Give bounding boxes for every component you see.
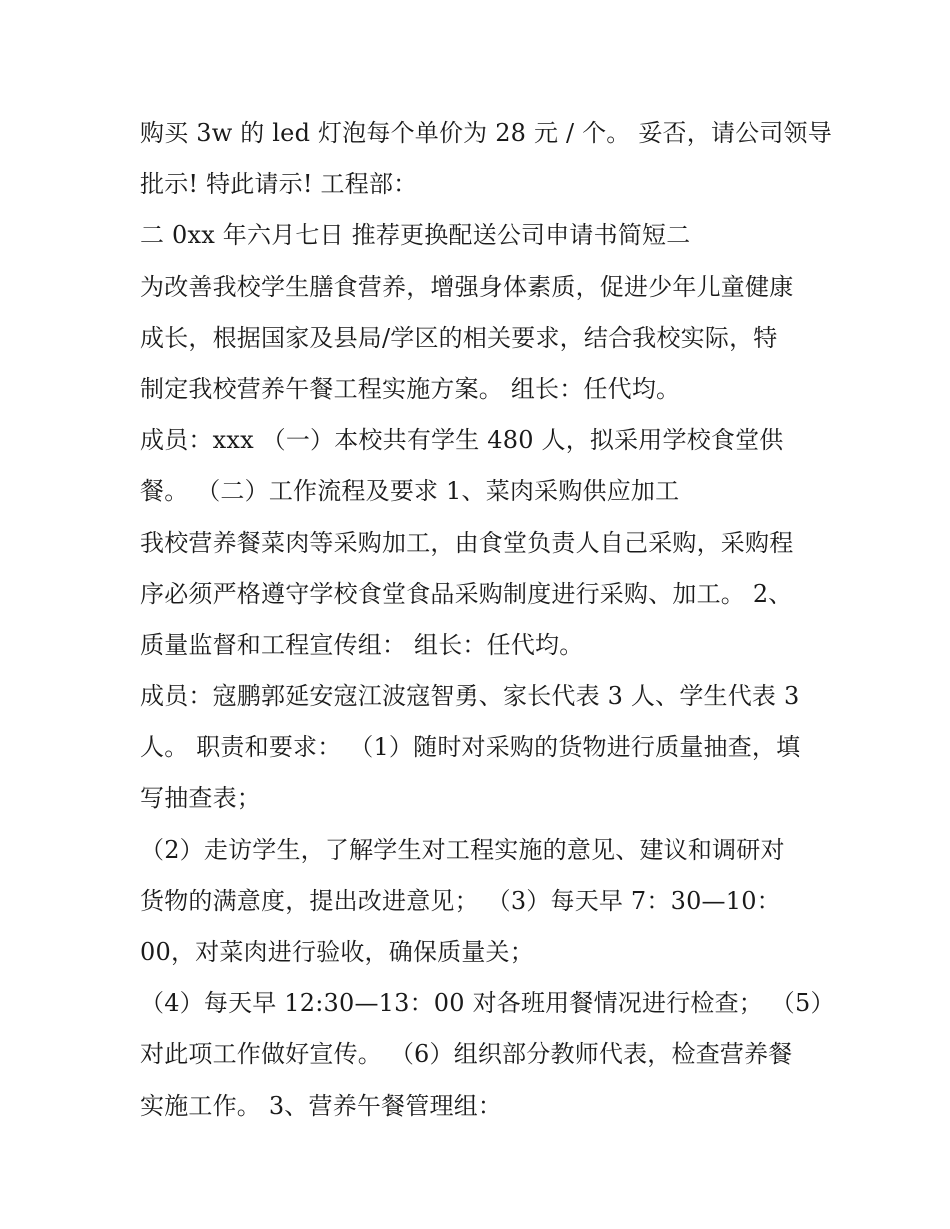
text-line-15: （2）走访学生，了解学生对工程实施的意见、建议和调研对 xyxy=(140,835,785,864)
text-line-1: 购买 3w 的 led 灯泡每个单价为 28 元 / 个。 妥否，请公司领导 xyxy=(140,119,832,147)
text-line-18: （4）每天早 12:30—13：00 对各班用餐情况进行检查； （5） xyxy=(140,989,835,1018)
text-line-13: 人。 职责和要求： （1）随时对采购的货物进行质量抽查，填 xyxy=(140,733,801,762)
document-body xyxy=(140,108,835,1132)
text-line-20: 实施工作。 3、营养午餐管理组： xyxy=(140,1091,503,1120)
text-line-2: 批示! 特此请示! 工程部： xyxy=(140,170,418,199)
text-line-3: 二 0xx 年六月七日 推荐更换配送公司申请书简短二 xyxy=(140,221,691,250)
text-line-9: 我校营养餐菜肉等采购加工，由食堂负责人自己采购，采购程 xyxy=(140,528,794,557)
text-line-14: 写抽查表； xyxy=(140,784,261,813)
text-line-17: 00，对菜肉进行验收，确保质量关； xyxy=(140,938,534,966)
text-line-6: 制定我校营养午餐工程实施方案。 组长：任代均。 xyxy=(140,374,681,403)
text-line-7: 成员：xxx （一）本校共有学生 480 人，拟采用学校食堂供 xyxy=(140,426,784,455)
text-line-19: 对此项工作做好宣传。 （6）组织部分教师代表，检查营养餐 xyxy=(140,1040,793,1069)
text-line-4: 为改善我校学生膳食营养，增强身体素质，促进少年儿童健康 xyxy=(140,272,794,301)
text-line-10: 序必须严格遵守学校食堂食品采购制度进行采购、加工。 2、 xyxy=(140,579,793,608)
text-line-11: 质量监督和工程宣传组： 组长：任代均。 xyxy=(140,630,584,659)
text-line-8: 餐。 （二）工作流程及要求 1、菜肉采购供应加工 xyxy=(140,477,680,506)
text-line-5: 成长，根据国家及县局/学区的相关要求，结合我校实际，特 xyxy=(140,323,778,352)
text-line-16: 货物的满意度，提出改进意见； （3）每天早 7：30—10： xyxy=(140,886,781,915)
text-line-12: 成员：寇鹏郭延安寇江波寇智勇、家长代表 3 人、学生代表 3 xyxy=(140,682,800,711)
